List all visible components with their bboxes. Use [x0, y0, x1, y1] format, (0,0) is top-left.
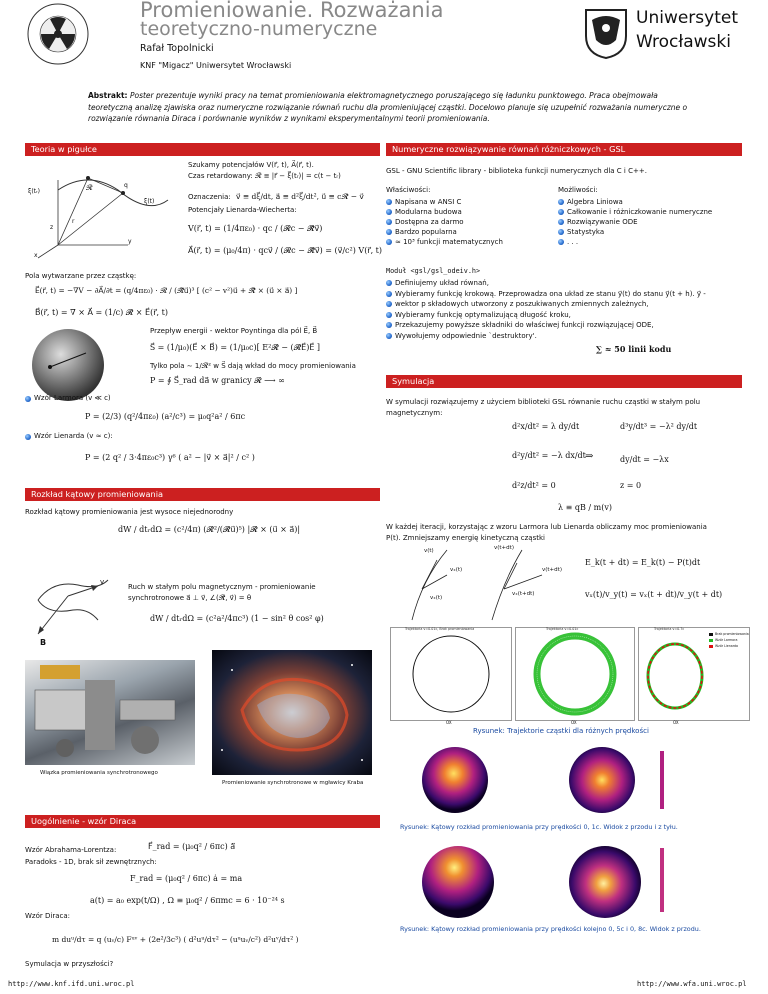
radiation-field-note: Tylko pola ∼ 1/𝓡² w S⃗ dają wkład do mocy promieniowania [150, 362, 356, 370]
section-header-angular: Rozkład kątowy promieniowania [25, 488, 380, 501]
poster-affiliation: KNF "Migacz" Uniwersytet Wrocławski [140, 61, 292, 70]
list-item: ≈ 10³ funkcji matematycznych [386, 237, 503, 247]
gsl-properties-list [386, 197, 503, 247]
section-header-dirac: Uogólnienie - wzór Diraca [25, 815, 380, 828]
list-item: wektor p składowych utworzony z poszukiwanych zmiennych zależnych, [386, 299, 706, 310]
retarded-geometry-figure [28, 160, 188, 260]
equation-abraham-lorentz: F⃗_rad = (μ₀q² / 6πc) ȧ⃗ [148, 842, 236, 851]
theory-potentials-label: Potencjały Lienarda-Wiecherta: [188, 206, 297, 214]
equation-frad: F_rad = (μ₀q² / 6πc) ȧ = ma [130, 874, 243, 883]
synchrotron-photo-caption: Wiązka promieniowania synchrotronowego [40, 770, 158, 776]
velocity-decomposition-figure [392, 545, 572, 623]
legend-no-radiation: Brak promieniowania [715, 632, 749, 636]
equation-dy: dy/dt = −λx [620, 455, 669, 464]
equation-magnetic-field: B⃗(r⃗, t) = ∇ × A⃗ = (1/c) 𝓡̂ × E⃗(r⃗, t) [35, 308, 168, 317]
abstract [88, 90, 688, 125]
equation-poynting: S⃗ = (1/μ₀)(E⃗ × B⃗) = (1/μ₀c)[ E²𝓡̂ − (𝓡̂E⃗)E⃗ ] [150, 343, 321, 352]
synchrotron-photo [25, 660, 195, 765]
list-item: Modularna budowa [386, 207, 503, 217]
equation-lienard: P = (2 q² / 3·4πε₀c³) γ⁶ ( a² − |v⃗ × a⃗|² / c² ) [85, 453, 255, 462]
figure-label-q: q [124, 182, 128, 189]
figure-label-r-script: 𝓡 [86, 184, 93, 192]
heatmap-front-05c [410, 842, 510, 920]
sphere-figure [30, 325, 130, 403]
equation-scalar-potential: V(r⃗, t) = (1/4πε₀) · qc / (𝓡c − 𝓡⃗v⃗) [188, 224, 323, 233]
university-logo-text-2: Wrocławski [636, 32, 731, 52]
figure-label-b: B [40, 638, 47, 647]
bullet-larmor [25, 396, 31, 402]
figure-label-y: y [128, 238, 132, 245]
simulation-iteration-1: W każdej iteracji, korzystając z wzoru Larmora lub Lienarda obliczamy moc promieniowania [386, 523, 707, 531]
equation-dirac: m duᵘ/dτ = q (uᵥ/c) Fᵘᵛ + (2e²/3c³) ( d²uᵘ/dτ² − (uᵘuᵥ/c²) d²uᵛ/dτ² ) [52, 935, 299, 944]
crab-nebula-photo [212, 650, 372, 775]
equation-angular-distribution: dW / dtᵣdΩ = (c²/4π) (𝓡̂²/(𝓡̂u⃗)⁵) |𝓡̂ × (u⃗ × a⃗)| [118, 525, 301, 534]
trajectory-caption: Rysunek: Trajektorie cząstki dla różnych prędkości [473, 727, 649, 735]
trajectory-plot-3 [638, 627, 750, 725]
paradox-label: Paradoks - 1D, brak sił zewnętrznych: [25, 858, 157, 866]
equation-energy-update: E_k(t + dt) = E_k(t) − P(t)dt [585, 558, 701, 567]
figure-label-vx-t-2: vₓ(t) [430, 595, 443, 601]
footer-link-left[interactable]: http://www.knf.ifd.uni.wroc.pl [8, 980, 135, 988]
synchrotron-geometry-figure [28, 560, 118, 648]
equation-motion-third: d³y/dt³ = −λ² dy/dt [620, 422, 698, 431]
figure-label-v-tdt: v(t+dt) [494, 545, 514, 551]
knf-logo [8, 2, 108, 66]
bullet-lienard [25, 434, 31, 440]
abstract-text: Poster prezentuje wyniki pracy na temat promieniowania elektromagnetycznego poruszającego się ładunku punktowego. Praca obejmowała teoretyczną analizę zjawiska oraz numeryczne rozwiązanie równań ruchu dla promieniującej cząstki. Docelowo planuje się uzupełnić rozważania numeryczne o rozwiązanie równania Diraca i porównanie wyników z wynikami eksperymentalnymi teorii promieniowania. [88, 91, 688, 123]
equation-electric-field: E⃗(r⃗, t) = −∇V − ∂A⃗/∂t = (q/4πε₀) · 𝓡 / (𝓡⃗u⃗)³ [ (c² − v²)u⃗ + 𝓡⃗ × (u⃗ × a⃗) ] [35, 286, 298, 295]
simulation-intro-2: magnetycznym: [386, 409, 443, 417]
figure-label-xi-t: ξ(t) [144, 198, 155, 205]
figure-label-vx-t: vₓ(t) [450, 567, 463, 573]
implies-arrow: ⇒ [585, 451, 594, 462]
list-item: Definiujemy układ równań, [386, 278, 706, 289]
list-item: Całkowanie i różniczkowanie numeryczne [558, 207, 712, 217]
heatmap-front-08c [560, 842, 675, 920]
university-logo [582, 4, 762, 62]
gsl-intro: GSL - GNU Scientific library - biblioteka funkcji numerycznych dla C i C++. [386, 167, 647, 175]
angular-intro: Rozkład kątowy promieniowania jest wysoce niejednorodny [25, 508, 234, 516]
poster-title-line1: Promieniowanie. Rozważania [140, 0, 444, 22]
trajectory-plot-1 [390, 627, 512, 725]
section-header-theory: Teoria w pigułce [25, 143, 380, 156]
plot-title: Trajektoria v=0.7c [654, 627, 685, 631]
figure-label-vx-tdt: vₓ(t+dt) [512, 591, 535, 597]
list-item: Wybieramy funkcję krokową. Przeprowadza ona układ ze stanu y⃗(t) do stanu y⃗(t + h). y⃗ - [386, 289, 706, 300]
theory-line1: Szukamy potencjałów V(r⃗, t), A⃗(r⃗, t). [188, 161, 314, 169]
gsl-possibilities-label: Możliwości: [558, 186, 598, 194]
list-item: Bardzo popularna [386, 227, 503, 237]
poynting-label: Przepływ energii - wektor Poyntinga dla pól E⃗, B⃗ [150, 327, 318, 335]
theory-notation: v⃗ ≡ dξ⃗/dt, a⃗ ≡ d²ξ⃗/dt², u⃗ ≡ c𝓡̂ − v⃗ [236, 192, 364, 201]
figure-label-v-t: v(t) [424, 548, 434, 554]
list-item: Wywołujemy odpowiednie `destruktory'. [386, 331, 706, 342]
crab-nebula-caption: Promieniowanie synchrotronowe w mgławicy Kraba [222, 780, 364, 786]
equation-radiated-power: P = ∮ S⃗_rad da⃗ w granicy 𝓡 ⟶ ∞ [150, 376, 285, 385]
equation-motion-y: d²y/dt² = −λ dx/dt [512, 451, 586, 460]
synchrotron-text-2: synchrotronowe a⃗ ⊥ v⃗, ∠(𝓡⃗, v⃗) = θ [128, 594, 252, 602]
equation-z-zero: z = 0 [620, 481, 642, 490]
equation-larmor: P = (2/3) (q²/4πε₀) (a²/c³) = μ₀q²a² / 6πc [85, 412, 246, 421]
trajectory-plot-2 [515, 627, 635, 725]
heatmap-caption-1: Rysunek: Kątowy rozkład promieniowania przy prędkości 0, 1c. Widok z przodu i z tyłu. [400, 823, 678, 831]
gsl-steps-list [386, 278, 706, 341]
figure-label-r: r [72, 218, 75, 225]
legend-lienard: Wzór Lienarda [715, 644, 738, 648]
figure-label-xi-tr: ξ(tᵣ) [28, 188, 40, 195]
university-logo-text-1: Uniwersytet [636, 8, 738, 28]
plot-axis-label: OX [673, 720, 679, 725]
equation-vector-potential: A⃗(r⃗, t) = (μ₀/4π) · qcv⃗ / (𝓡c − 𝓡⃗v⃗) = (v⃗/c²) V(r⃗, t) [188, 246, 383, 255]
plot-title: Trajektoria v=0.01c, Brak promieniowania [405, 627, 475, 631]
plot-axis-label: OX [446, 720, 452, 725]
abraham-lorentz-label: Wzór Abrahama-Lorentza: [25, 846, 117, 854]
poster-title-line2: teoretyczno-numeryczne [140, 18, 378, 40]
equation-runaway: a(t) = a₀ exp(t/Ω) , Ω ≡ μ₀q² / 6πmc = 6 · 10⁻²⁴ s [90, 896, 285, 905]
larmor-label: Wzór Larmora (v ≪ c) [34, 394, 111, 402]
equation-synchrotron: dW / dtᵣdΩ = (c²a²/4πc³) (1 − sin² θ cos² φ) [150, 614, 324, 623]
lienard-label: Wzór Lienarda (v ≈ c): [34, 432, 113, 440]
simulation-intro-1: W symulacji rozwiązujemy z użyciem biblioteki GSL równanie ruchu cząstki w stałym polu [386, 398, 701, 406]
equation-lambda: λ ≡ qB / m(v) [558, 503, 612, 512]
section-header-gsl: Numeryczne rozwiązywanie równań różniczkowych - GSL [386, 143, 742, 156]
gsl-properties-label: Właściwości: [386, 186, 431, 194]
list-item: Algebra Liniowa [558, 197, 712, 207]
figure-label-v: v [100, 578, 105, 586]
theory-line2: Czas retardowany: 𝓡 ≡ |r⃗ − ξ⃗(tᵣ)| = c(t − tᵣ) [188, 172, 341, 180]
gsl-module: Moduł <gsl/gsl_odeiv.h> [386, 267, 481, 275]
list-item: Wybieramy funkcję optymalizującą długość kroku, [386, 310, 706, 321]
theory-line3-label: Oznaczenia: [188, 193, 231, 201]
list-item: Dostępna za darmo [386, 217, 503, 227]
heatmap-back-01c [560, 745, 675, 815]
figure-label-v-tdt-2: v(t+dt) [542, 567, 562, 573]
poster-author: Rafał Topolnicki [140, 43, 214, 54]
legend-larmor: Wzór Larmora [715, 638, 738, 642]
equation-velocity-ratio: vₓ(t)/v_y(t) = vₓ(t + dt)/v_y(t + dt) [585, 590, 723, 599]
heatmap-caption-2: Rysunek: Kątowy rozkład promieniowania przy prędkości kolejno 0, 5c i 0, 8c. Widok z przodu. [400, 925, 701, 933]
gsl-possibilities-list [558, 197, 712, 247]
footer-link-right[interactable]: http://www.wfa.uni.wroc.pl [637, 980, 747, 988]
simulation-iteration-2: P(t). Zmniejszamy energię kinetyczną cząstki [386, 534, 545, 542]
list-item: Statystyka [558, 227, 712, 237]
list-item: Rozwiązywanie ODE [558, 217, 712, 227]
abstract-label: Abstrakt: [88, 91, 128, 100]
list-item: Napisana w ANSI C [386, 197, 503, 207]
plot-axis-label: OX [571, 720, 577, 725]
equation-motion-x: d²x/dt² = λ dy/dt [512, 422, 580, 431]
figure-label-z: z [50, 224, 54, 231]
plot-title: Trajektoria v=0.01c [546, 627, 579, 631]
gsl-code-lines: ∑ ≈ 50 linii kodu [596, 344, 672, 354]
list-item: . . . [558, 237, 712, 247]
figure-label-x: x [34, 252, 38, 259]
future-note: Symulacja w przyszłości? [25, 960, 114, 968]
synchrotron-text-1: Ruch w stałym polu magnetycznym - promieniowanie [128, 583, 316, 591]
list-item: Przekazujemy powyższe składniki do właściwej funkcji rozwiązującej ODE, [386, 320, 706, 331]
dirac-label: Wzór Diraca: [25, 912, 70, 920]
fields-label: Pola wytwarzane przez cząstkę: [25, 272, 137, 280]
heatmap-front-01c [410, 745, 500, 815]
section-header-simulation: Symulacja [386, 375, 742, 388]
equation-motion-z: d²z/dt² = 0 [512, 481, 556, 490]
